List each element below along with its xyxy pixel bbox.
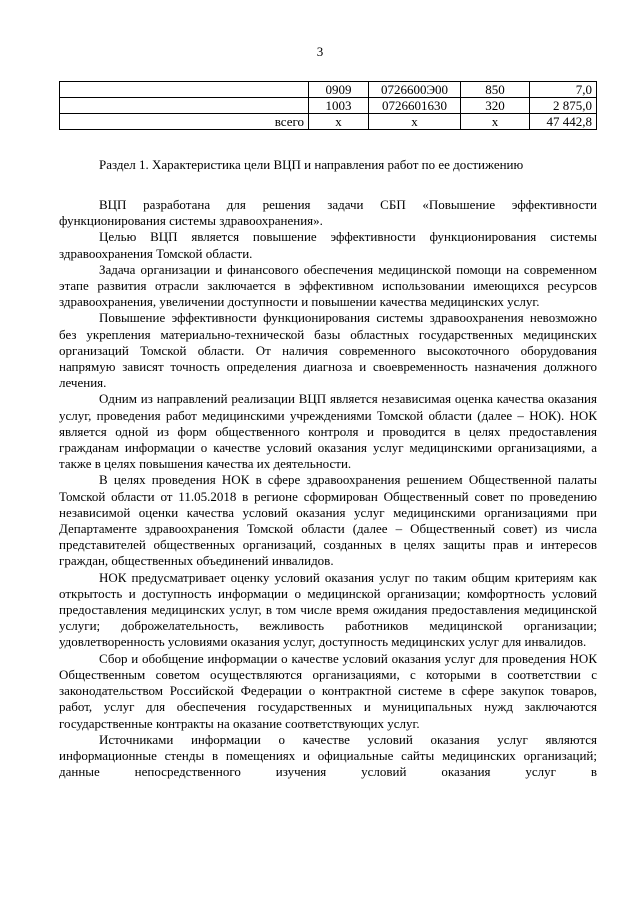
paragraph: В целях проведения НОК в сфере здравоохранения решением Общественной палаты Томской области от 11.05.2018 в регионе сформирован Общественный совет по проведению независимой оценки качества условий оказания услуг медицинскими организациями при Департаменте здравоохранения Томской области (далее – Общественный совет) из числа представителей общественных организаций, созданных в целях защиты прав и интересов граждан, общественных объединений инвалидов. [59,472,597,569]
table-cell: 1003 [309,98,369,114]
table-cell: х [309,114,369,130]
paragraph: Повышение эффективности функционирования системы здравоохранения невозможно без укрепления материально-технической базы областных государственных медицинских организаций Томской области. От наличия современного высокоточного оборудования напрямую зависят точность определения диагноза и своевременность назначения должного лечения. [59,310,597,391]
table-cell: 320 [461,98,530,114]
paragraph: Источниками информации о качестве условий оказания услуг являются информационные стенды в помещениях и официальные сайты медицинских организаций; данные непосредственного изучения условий оказания услуг в [59,731,597,780]
body-text [59,197,597,780]
table-cell: 0909 [309,82,369,98]
table-cell: всего [60,114,309,130]
paragraph: Задача организации и финансового обеспечения медицинской помощи на современном этапе развития отрасли заключается в эффективном использовании имеющихся ресурсов здравоохранения, увеличении доступности и повышении качества медицинских услуг. [59,261,597,310]
table-cell [60,82,309,98]
paragraph: ВЦП разработана для решения задачи СБП «Повышение эффективности функционирования системы здравоохранения». [59,197,597,229]
table-cell: х [369,114,461,130]
table-cell: 850 [461,82,530,98]
paragraph: Целью ВЦП является повышение эффективности функционирования системы здравоохранения Томской области. [59,229,597,261]
table-cell: х [461,114,530,130]
paragraph: НОК предусматривает оценку условий оказания услуг по таким общим критериям как открытость и доступность информации о медицинской организации; комфортность условий предоставления медицинских услуг, в том числе время ожидания предоставления медицинской услуги; доброжелательность, вежливость работников медицинской организации; удовлетворенность условиями оказания услуг, доступность медицинских услуг для инвалидов. [59,569,597,650]
table-row [60,98,597,114]
budget-table [59,81,597,130]
paragraph: Одним из направлений реализации ВЦП является независимая оценка качества оказания услуг, проведения работ медицинскими учреждениями Томской области (далее – НОК). НОК является одной из форм общественного контроля и проводится в целях предоставления гражданам информации о качестве условий оказания услуг медицинскими организациями, а также в целях повышения качества их деятельности. [59,391,597,472]
table-row [60,82,597,98]
table-cell [60,98,309,114]
table-cell: 0726601630 [369,98,461,114]
table-cell: 47 442,8 [530,114,597,130]
section-heading: Раздел 1. Характеристика цели ВЦП и направления работ по ее достижению [99,157,524,172]
page-number: 3 [316,44,324,59]
table-cell: 0726600Э00 [369,82,461,98]
paragraph: Сбор и обобщение информации о качестве условий оказания услуг для проведения НОК Общественным советом осуществляются организациями, с которыми в соответствии с законодательством Российской Федерации о контрактной системе в сфере закупок товаров, работ, услуг для обеспечения государственных и муниципальных нужд заключаются государственные контракты на оказание соответствующих услуг. [59,650,597,731]
table-cell: 2 875,0 [530,98,597,114]
table-row-total [60,114,597,130]
table-cell: 7,0 [530,82,597,98]
